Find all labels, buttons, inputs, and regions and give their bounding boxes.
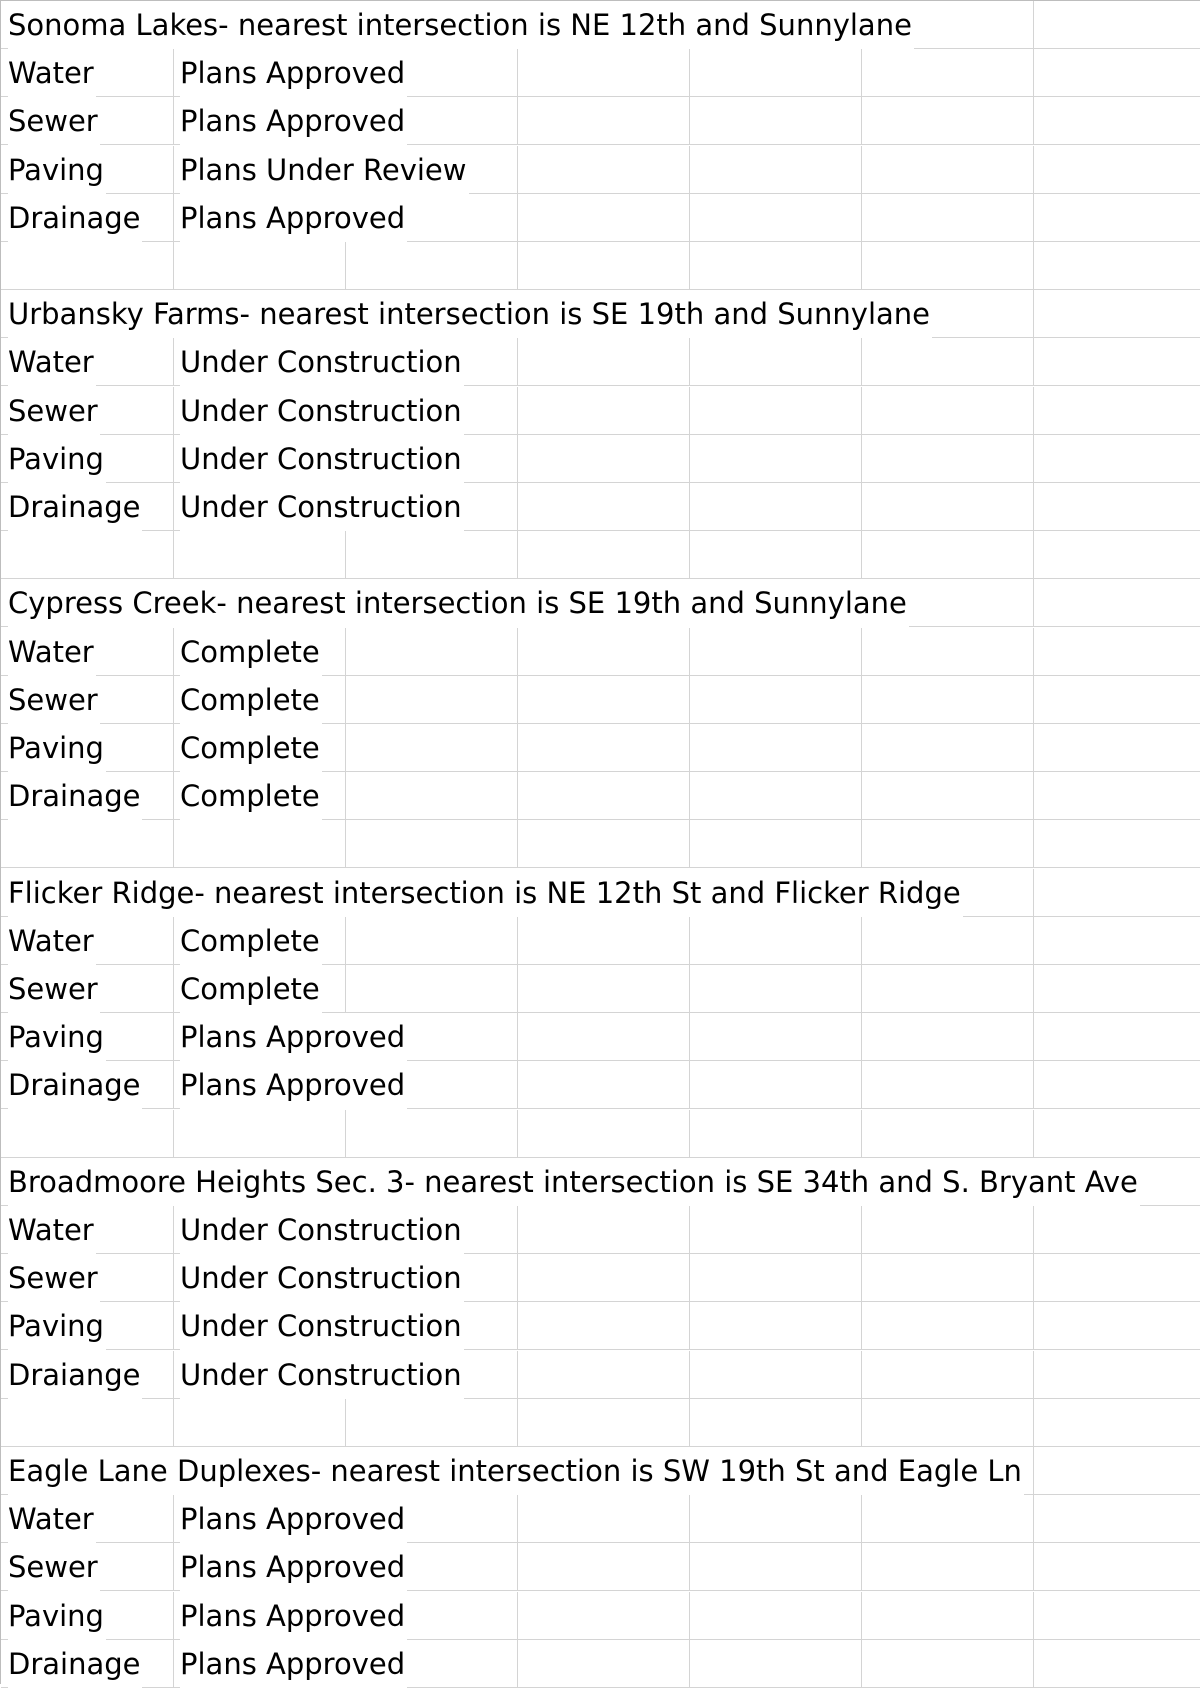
column-gridline [345, 724, 346, 772]
column-gridline [173, 194, 174, 242]
column-gridline [345, 772, 346, 820]
column-gridline [861, 387, 862, 435]
utility-status-cell[interactable]: Plans Approved [180, 1061, 407, 1109]
column-gridline [1033, 290, 1034, 338]
column-gridline [689, 483, 690, 531]
empty-row [1, 820, 1200, 868]
column-gridline [861, 1543, 862, 1591]
utility-status-cell[interactable]: Plans Approved [180, 1640, 407, 1688]
column-gridline [173, 917, 174, 965]
column-gridline [517, 1254, 518, 1302]
column-gridline [345, 965, 346, 1013]
column-gridline [517, 1592, 518, 1640]
column-gridline [173, 1206, 174, 1254]
column-gridline [173, 1254, 174, 1302]
column-gridline [689, 1061, 690, 1109]
utility-label-cell[interactable]: Paving [8, 435, 106, 483]
column-gridline [173, 965, 174, 1013]
column-gridline [517, 97, 518, 145]
column-gridline [861, 1592, 862, 1640]
column-gridline [861, 1013, 862, 1061]
column-gridline [517, 1302, 518, 1350]
column-gridline [861, 1351, 862, 1399]
column-gridline [173, 1543, 174, 1591]
column-gridline [1033, 676, 1034, 724]
column-gridline [1033, 146, 1034, 194]
project-title-cell[interactable]: Flicker Ridge- nearest intersection is NE 12th St and Flicker Ridge [8, 869, 963, 917]
utility-label-cell[interactable]: Drainage [8, 194, 142, 242]
project-title-cell[interactable]: Broadmoore Heights Sec. 3- nearest intersection is SE 34th and S. Bryant Ave [8, 1158, 1140, 1206]
column-gridline [1033, 338, 1034, 386]
utility-label-cell[interactable]: Water [8, 917, 96, 965]
column-gridline [689, 628, 690, 676]
column-gridline [173, 49, 174, 97]
project-title-row [1, 1447, 1200, 1495]
column-gridline [173, 242, 174, 290]
column-gridline [1033, 869, 1034, 917]
utility-status-row [1, 483, 1200, 531]
column-gridline [517, 1110, 518, 1158]
column-gridline [689, 1399, 690, 1447]
utility-label-cell[interactable]: Sewer [8, 97, 100, 145]
utility-status-row [1, 338, 1200, 386]
column-gridline [1033, 435, 1034, 483]
utility-label-cell[interactable]: Sewer [8, 387, 100, 435]
project-title-cell[interactable]: Eagle Lane Duplexes- nearest intersection is SW 19th St and Eagle Ln [8, 1447, 1024, 1495]
column-gridline [1033, 820, 1034, 868]
column-gridline [345, 820, 346, 868]
utility-status-cell[interactable]: Under Construction [180, 483, 464, 531]
utility-status-row [1, 628, 1200, 676]
column-gridline [1033, 97, 1034, 145]
column-gridline [173, 1640, 174, 1688]
column-gridline [173, 387, 174, 435]
column-gridline [517, 676, 518, 724]
column-gridline [861, 1495, 862, 1543]
column-gridline [861, 97, 862, 145]
column-gridline [1033, 1399, 1034, 1447]
column-gridline [1033, 1495, 1034, 1543]
empty-row [1, 1399, 1200, 1447]
column-gridline [173, 1061, 174, 1109]
column-gridline [689, 146, 690, 194]
column-gridline [1033, 387, 1034, 435]
utility-status-row [1, 1013, 1200, 1061]
column-gridline [689, 387, 690, 435]
utility-status-cell[interactable]: Under Construction [180, 1351, 464, 1399]
column-gridline [861, 1640, 862, 1688]
column-gridline [689, 917, 690, 965]
utility-label-cell[interactable]: Paving [8, 1013, 106, 1061]
column-gridline [861, 146, 862, 194]
utility-status-row [1, 1254, 1200, 1302]
column-gridline [173, 628, 174, 676]
column-gridline [517, 724, 518, 772]
column-gridline [517, 1495, 518, 1543]
project-title-row [1, 1, 1200, 49]
utility-status-cell[interactable]: Plans Approved [180, 1495, 407, 1543]
utility-status-cell[interactable]: Complete [180, 628, 322, 676]
column-gridline [1033, 1302, 1034, 1350]
column-gridline [689, 1013, 690, 1061]
column-gridline [173, 146, 174, 194]
column-gridline [1033, 1640, 1034, 1688]
column-gridline [345, 1399, 346, 1447]
column-gridline [517, 387, 518, 435]
utility-status-row [1, 1206, 1200, 1254]
column-gridline [861, 531, 862, 579]
column-gridline [689, 531, 690, 579]
column-gridline [689, 676, 690, 724]
column-gridline [517, 1543, 518, 1591]
column-gridline [861, 965, 862, 1013]
column-gridline [517, 531, 518, 579]
utility-status-cell[interactable]: Under Construction [180, 338, 464, 386]
column-gridline [861, 1302, 862, 1350]
column-gridline [173, 1351, 174, 1399]
column-gridline [861, 1061, 862, 1109]
column-gridline [1033, 49, 1034, 97]
utility-status-cell[interactable]: Plans Approved [180, 1013, 407, 1061]
column-gridline [1033, 965, 1034, 1013]
utility-status-cell[interactable]: Complete [180, 772, 322, 820]
column-gridline [689, 1302, 690, 1350]
column-gridline [173, 820, 174, 868]
utility-status-cell[interactable]: Plans Approved [180, 194, 407, 242]
project-title-row [1, 1158, 1200, 1206]
utility-status-row [1, 1351, 1200, 1399]
project-title-cell[interactable]: Sonoma Lakes- nearest intersection is NE 12th and Sunnylane [8, 1, 914, 49]
column-gridline [1033, 1592, 1034, 1640]
project-title-row [1, 869, 1200, 917]
utility-label-cell[interactable]: Drainage [8, 772, 142, 820]
column-gridline [861, 724, 862, 772]
utility-status-cell[interactable]: Plans Under Review [180, 146, 469, 194]
utility-status-row [1, 1640, 1200, 1688]
column-gridline [689, 1110, 690, 1158]
empty-row [1, 242, 1200, 290]
column-gridline [517, 1351, 518, 1399]
column-gridline [689, 820, 690, 868]
column-gridline [1033, 1447, 1034, 1495]
column-gridline [345, 676, 346, 724]
column-gridline [345, 917, 346, 965]
utility-label-cell[interactable]: Paving [8, 724, 106, 772]
column-gridline [689, 1206, 690, 1254]
column-gridline [689, 965, 690, 1013]
column-gridline [517, 338, 518, 386]
utility-status-row [1, 387, 1200, 435]
utility-status-cell[interactable]: Under Construction [180, 435, 464, 483]
column-gridline [173, 1495, 174, 1543]
project-title-cell[interactable]: Urbansky Farms- nearest intersection is SE 19th and Sunnylane [8, 290, 932, 338]
utility-label-cell[interactable]: Water [8, 1206, 96, 1254]
column-gridline [689, 1254, 690, 1302]
column-gridline [861, 49, 862, 97]
utility-status-cell[interactable]: Under Construction [180, 387, 464, 435]
utility-label-cell[interactable]: Draiange [8, 1351, 142, 1399]
column-gridline [517, 435, 518, 483]
utility-label-cell[interactable]: Water [8, 338, 96, 386]
column-gridline [1033, 1351, 1034, 1399]
column-gridline [517, 917, 518, 965]
utility-label-cell[interactable]: Sewer [8, 965, 100, 1013]
column-gridline [1033, 1110, 1034, 1158]
column-gridline [861, 194, 862, 242]
utility-label-cell[interactable]: Drainage [8, 483, 142, 531]
column-gridline [345, 1110, 346, 1158]
column-gridline [689, 1592, 690, 1640]
utility-label-cell[interactable]: Sewer [8, 1543, 100, 1591]
utility-label-cell[interactable]: Sewer [8, 676, 100, 724]
column-gridline [861, 820, 862, 868]
column-gridline [517, 1399, 518, 1447]
column-gridline [861, 338, 862, 386]
column-gridline [861, 242, 862, 290]
column-gridline [1033, 242, 1034, 290]
project-title-row [1, 290, 1200, 338]
column-gridline [861, 772, 862, 820]
utility-status-row [1, 1495, 1200, 1543]
column-gridline [517, 49, 518, 97]
column-gridline [1033, 1013, 1034, 1061]
utility-status-cell[interactable]: Under Construction [180, 1206, 464, 1254]
utility-status-row [1, 724, 1200, 772]
column-gridline [861, 435, 862, 483]
utility-status-cell[interactable]: Plans Approved [180, 49, 407, 97]
empty-row [1, 1110, 1200, 1158]
utility-status-cell[interactable]: Complete [180, 724, 322, 772]
column-gridline [173, 435, 174, 483]
column-gridline [689, 1543, 690, 1591]
column-gridline [517, 194, 518, 242]
empty-row [1, 531, 1200, 579]
column-gridline [517, 820, 518, 868]
column-gridline [689, 194, 690, 242]
utility-label-cell[interactable]: Water [8, 1495, 96, 1543]
utility-status-row [1, 97, 1200, 145]
utility-status-row [1, 435, 1200, 483]
column-gridline [173, 483, 174, 531]
utility-status-row [1, 1592, 1200, 1640]
utility-status-cell[interactable]: Complete [180, 917, 322, 965]
column-gridline [517, 1061, 518, 1109]
utility-label-cell[interactable]: Drainage [8, 1061, 142, 1109]
column-gridline [173, 772, 174, 820]
utility-status-cell[interactable]: Plans Approved [180, 1543, 407, 1591]
project-title-cell[interactable]: Cypress Creek- nearest intersection is SE 19th and Sunnylane [8, 579, 909, 627]
column-gridline [1033, 579, 1034, 627]
column-gridline [1033, 724, 1034, 772]
column-gridline [173, 97, 174, 145]
utility-status-cell[interactable]: Complete [180, 676, 322, 724]
column-gridline [1033, 1, 1034, 49]
column-gridline [517, 483, 518, 531]
column-gridline [861, 628, 862, 676]
column-gridline [173, 724, 174, 772]
column-gridline [861, 917, 862, 965]
column-gridline [1033, 531, 1034, 579]
column-gridline [861, 1206, 862, 1254]
utility-status-row [1, 146, 1200, 194]
column-gridline [689, 772, 690, 820]
utility-status-cell[interactable]: Under Construction [180, 1254, 464, 1302]
utility-status-row [1, 676, 1200, 724]
utility-status-row [1, 772, 1200, 820]
column-gridline [1033, 1543, 1034, 1591]
column-gridline [689, 97, 690, 145]
column-gridline [173, 1592, 174, 1640]
column-gridline [689, 242, 690, 290]
column-gridline [1033, 1061, 1034, 1109]
column-gridline [1033, 1206, 1034, 1254]
column-gridline [861, 1399, 862, 1447]
column-gridline [1033, 772, 1034, 820]
column-gridline [517, 965, 518, 1013]
column-gridline [173, 1110, 174, 1158]
utility-status-row [1, 1302, 1200, 1350]
utility-label-cell[interactable]: Water [8, 49, 96, 97]
column-gridline [517, 1640, 518, 1688]
column-gridline [1033, 628, 1034, 676]
column-gridline [517, 1206, 518, 1254]
column-gridline [173, 1302, 174, 1350]
column-gridline [689, 49, 690, 97]
utility-status-row [1, 965, 1200, 1013]
utility-label-cell[interactable]: Sewer [8, 1254, 100, 1302]
column-gridline [173, 676, 174, 724]
utility-label-cell[interactable]: Paving [8, 146, 106, 194]
column-gridline [517, 242, 518, 290]
project-title-row [1, 579, 1200, 627]
column-gridline [517, 772, 518, 820]
utility-label-cell[interactable]: Water [8, 628, 96, 676]
column-gridline [517, 146, 518, 194]
column-gridline [173, 531, 174, 579]
column-gridline [861, 483, 862, 531]
column-gridline [173, 1013, 174, 1061]
utility-status-cell[interactable]: Complete [180, 965, 322, 1013]
column-gridline [1033, 483, 1034, 531]
utility-label-cell[interactable]: Paving [8, 1592, 106, 1640]
column-gridline [689, 1351, 690, 1399]
column-gridline [689, 435, 690, 483]
column-gridline [861, 1110, 862, 1158]
utility-label-cell[interactable]: Drainage [8, 1640, 142, 1688]
utility-status-row [1, 49, 1200, 97]
column-gridline [689, 338, 690, 386]
column-gridline [517, 1013, 518, 1061]
column-gridline [517, 628, 518, 676]
utility-status-cell[interactable]: Under Construction [180, 1302, 464, 1350]
column-gridline [689, 1640, 690, 1688]
utility-status-row [1, 917, 1200, 965]
utility-status-cell[interactable]: Plans Approved [180, 97, 407, 145]
column-gridline [1033, 1254, 1034, 1302]
column-gridline [1033, 917, 1034, 965]
column-gridline [689, 1495, 690, 1543]
column-gridline [345, 628, 346, 676]
utility-status-cell[interactable]: Plans Approved [180, 1592, 407, 1640]
utility-status-row [1, 1061, 1200, 1109]
utility-status-row [1, 1543, 1200, 1591]
utility-status-row [1, 194, 1200, 242]
column-gridline [861, 1254, 862, 1302]
column-gridline [861, 676, 862, 724]
column-gridline [173, 338, 174, 386]
column-gridline [1033, 194, 1034, 242]
utility-label-cell[interactable]: Paving [8, 1302, 106, 1350]
column-gridline [345, 531, 346, 579]
column-gridline [173, 1399, 174, 1447]
column-gridline [345, 242, 346, 290]
column-gridline [689, 724, 690, 772]
